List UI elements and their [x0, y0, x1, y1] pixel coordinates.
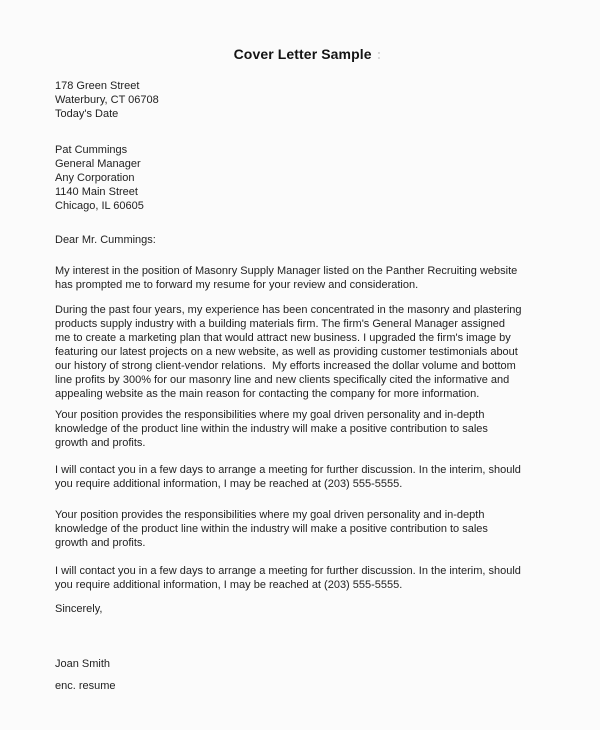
closing-line: Sincerely, [55, 603, 103, 615]
sender-address-block: 178 Green Street Waterbury, CT 06708 Today's Date [55, 80, 159, 120]
body-paragraph-3: Your position provides the responsibilities where my goal driven personality and in-depth knowledge of the product line within the industry will make a positive contribution to sales growth and profits. [55, 409, 488, 449]
letter-title [55, 44, 560, 64]
body-paragraph-6: I will contact you in a few days to arrange a meeting for further discussion. In the interim, should you require additional information, I may be reached at (203) 555-5555. [55, 565, 521, 591]
body-paragraph-4: I will contact you in a few days to arrange a meeting for further discussion. In the interim, should you require additional information, I may be reached at (203) 555-5555. [55, 464, 521, 490]
signature-name: Joan Smith [55, 658, 111, 670]
enclosure-note: enc. resume [55, 680, 116, 692]
body-paragraph-2: During the past four years, my experience has been concentrated in the masonry and plastering products supply industry with a building materials firm. The firm's General Manager assigned me to create a marketing plan that would attract new business. I upgraded the firm's image by featuring our latest projects on a new website, as well as providing customer testimonials about our history of strong client-vendor relations. My efforts increased the dollar volume and bottom line profits by 300% for our masonry line and new clients specifically cited the informative and appealing website as the main reason for contacting the company for more information. [55, 304, 522, 400]
body-paragraph-5: Your position provides the responsibilities where my goal driven personality and in-depth knowledge of the product line within the industry will make a positive contribution to sales growth and profits. [55, 509, 488, 549]
letter-title-text: Cover Letter Sample [233, 46, 372, 62]
recipient-address-block: Pat Cummings General Manager Any Corporation 1140 Main Street Chicago, IL 60605 [55, 144, 144, 212]
body-paragraph-1: My interest in the position of Masonry Supply Manager listed on the Panther Recruiting website has prompted me to forward my resume for your review and consideration. [55, 265, 518, 291]
salutation-line: Dear Mr. Cummings: [55, 234, 156, 246]
title-colon-artifact: : [376, 46, 382, 62]
